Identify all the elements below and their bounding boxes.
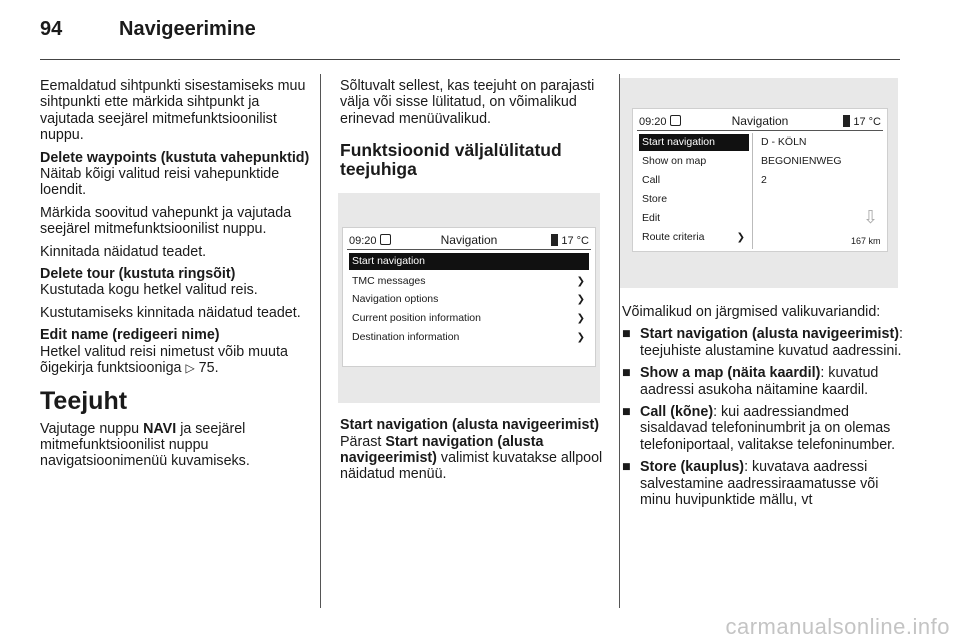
list-item: ■ Show a map (näita kaardil): kuvatud aadressi asukoha näitamine kaardil.	[622, 365, 879, 398]
paragraph: Näitab kõigi valitud reisi vahepunktide loendit.	[40, 166, 280, 199]
column-2	[340, 78, 610, 489]
screen-divider	[347, 249, 591, 250]
chevron-right-icon: ❯	[736, 232, 745, 243]
list-item: ■ Call (kõne): kui aadressiandmed sisaldavad telefoninumbrit ja on olemas telefoniportaal, valitakse telefoninumber.	[622, 404, 896, 453]
header-rule	[40, 59, 900, 60]
menu-item-store[interactable]: Store	[642, 193, 668, 205]
subheading-delete-waypoints: Delete waypoints (kustuta vahepunktid)	[40, 149, 310, 166]
bullet-icon: ■	[622, 404, 631, 421]
column-divider-1	[320, 74, 321, 608]
paragraph-edit-name: Hetkel valitud reisi nimetust võib muuta õigekirja funktsiooniga ▷ 75.	[40, 343, 288, 377]
thermometer-icon	[843, 115, 850, 127]
display-2	[632, 108, 888, 252]
menu-item-destination-info[interactable]: Destination information ❯	[349, 329, 589, 346]
paragraph: Kinnitada näidatud teadet.	[40, 243, 207, 260]
paragraph: Sõltuvalt sellest, kas teejuht on parajasti välja või sisse lülitatud, on võimalikud erinevad menüüvalikud.	[340, 78, 595, 127]
menu-item-call[interactable]: Call	[642, 174, 661, 186]
subheading-delete-tour: Delete tour (kustuta ringsõit)	[40, 266, 236, 283]
page-number: 94	[40, 18, 63, 40]
distance: 167 km	[851, 236, 881, 246]
display-1	[342, 227, 596, 367]
thermometer-icon	[551, 234, 558, 246]
temperature: 17 °C	[843, 114, 881, 130]
paragraph: Kustutada kogu hetkel valitud reis.	[40, 282, 258, 299]
clock: 09:20	[639, 114, 681, 130]
list-item: ■ Start navigation (alusta navigeerimist): teejuhiste alustamine kuvatud aadressini.	[622, 326, 903, 359]
column-3	[622, 78, 907, 514]
section-heading-functions: Funktsioonid väljalülitatud teejuhiga	[340, 140, 562, 180]
paragraph: Võimalikud on järgmised valikuvariandid:	[622, 304, 881, 320]
menu-item-current-position[interactable]: Current position information ❯	[349, 310, 589, 327]
chevron-right-icon: ❯	[576, 332, 585, 344]
panel-divider	[752, 133, 753, 249]
page-title: Navigeerimine	[119, 18, 256, 40]
chevron-right-icon: ❯	[576, 313, 585, 325]
bullet-icon: ■	[622, 326, 631, 343]
list-item: ■ Store (kauplus): kuvatava aadressi salvestamine aadressiraamatusse või minu huvipunktide mällu, vt	[622, 459, 879, 509]
screen-figure-2	[620, 78, 898, 288]
temperature: 17 °C	[551, 233, 589, 249]
paragraph: Eemaldatud sihtpunkti sisestamiseks muu sihtpunkti ette märkida sihtpunkt ja vajutada seejärel mitmefunktsioonilist nuppu.	[40, 78, 306, 144]
page-ref: 75.	[198, 360, 219, 377]
screen-divider	[637, 130, 883, 131]
menu-item-start-navigation[interactable]: Start navigation	[349, 253, 589, 270]
menu-item-navigation-options[interactable]: Navigation options ❯	[349, 291, 589, 308]
column-1	[40, 78, 312, 476]
clock: 09:20	[349, 233, 391, 249]
paragraph: Kustutamiseks kinnitada näidatud teadet.	[40, 304, 301, 321]
arrow-down-icon: ⇩	[863, 207, 879, 227]
screen-title: Navigation	[731, 114, 789, 128]
subheading-start-navigation: Start navigation (alusta navigeerimist)	[340, 417, 599, 434]
menu-item-tmc-messages[interactable]: TMC messages ❯	[349, 273, 589, 290]
destination-city: D - KÖLN	[761, 136, 807, 148]
screen-figure-1	[338, 193, 600, 403]
menu-item-start-navigation[interactable]: Start navigation	[639, 134, 749, 151]
menu-item-route-criteria[interactable]: Route criteria ❯	[639, 229, 749, 246]
page-ref-icon: ▷	[185, 361, 195, 376]
menu-item-show-on-map[interactable]: Show on map	[642, 155, 707, 167]
chevron-right-icon: ❯	[576, 276, 585, 288]
watermark: carmanualsonline.info	[725, 614, 950, 639]
paragraph-start-navigation: Pärast Start navigation (alusta navigeerimist) valimist kuvatakse allpool näidatud menüü.	[340, 433, 603, 483]
bullet-icon: ■	[622, 459, 631, 476]
status-bar	[633, 109, 887, 129]
destination-street: BEGONIENWEG	[761, 155, 842, 167]
section-heading-teejuht: Teejuht	[40, 386, 128, 415]
paragraph: Märkida soovitud vahepunkt ja vajutada seejärel mitmefunktsioonilist nuppu.	[40, 204, 292, 238]
bullet-icon: ■	[622, 365, 631, 382]
screen-title: Navigation	[440, 233, 498, 248]
destination-number: 2	[761, 174, 767, 186]
status-bar	[343, 228, 595, 248]
subheading-edit-name: Edit name (redigeeri nime)	[40, 327, 220, 344]
chevron-right-icon: ❯	[576, 294, 585, 306]
paragraph-navi: Vajutage nuppu NAVI ja seejärel mitmefunktsioonilist nuppu navigatsioonimenüü kuvamiseks.	[40, 420, 250, 470]
menu-item-edit[interactable]: Edit	[642, 212, 661, 224]
